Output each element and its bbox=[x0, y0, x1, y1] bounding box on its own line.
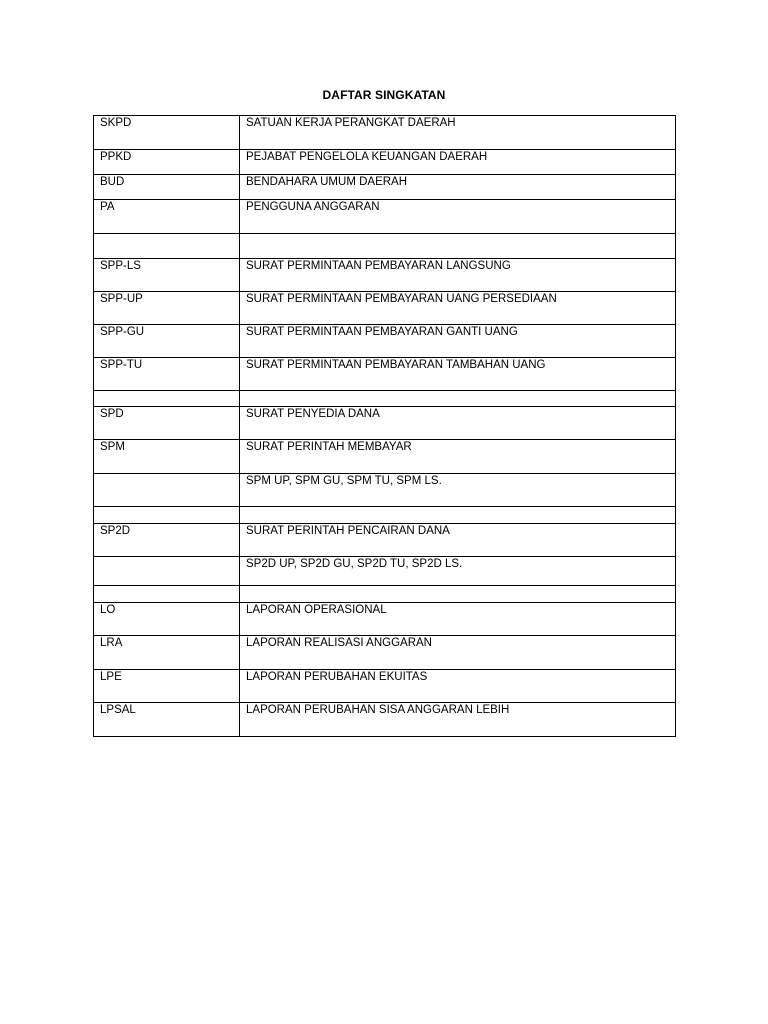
table-row bbox=[94, 325, 676, 358]
table-row bbox=[94, 507, 676, 524]
meaning-cell: LAPORAN PERUBAHAN SISA ANGGARAN LEBIH bbox=[240, 703, 676, 737]
table-row bbox=[94, 440, 676, 474]
table-row bbox=[94, 670, 676, 703]
abbreviation-cell: LPE bbox=[94, 670, 240, 703]
table-row bbox=[94, 259, 676, 292]
table-row bbox=[94, 292, 676, 325]
table-row bbox=[94, 116, 676, 150]
meaning-cell: LAPORAN REALISASI ANGGARAN bbox=[240, 636, 676, 670]
meaning-cell bbox=[240, 391, 676, 407]
abbreviation-cell bbox=[94, 391, 240, 407]
table-row bbox=[94, 358, 676, 391]
abbreviation-cell: SPM bbox=[94, 440, 240, 474]
page-title: DAFTAR SINGKATAN bbox=[322, 88, 446, 102]
meaning-cell: SURAT PERMINTAAN PEMBAYARAN UANG PERSEDIAAN bbox=[240, 292, 676, 325]
abbreviation-cell: PA bbox=[94, 200, 240, 234]
meaning-cell bbox=[240, 507, 676, 524]
meaning-cell: SP2D UP, SP2D GU, SP2D TU, SP2D LS. bbox=[240, 557, 676, 586]
meaning-cell: LAPORAN PERUBAHAN EKUITAS bbox=[240, 670, 676, 703]
table-row bbox=[94, 407, 676, 440]
meaning-cell: SURAT PERMINTAAN PEMBAYARAN GANTI UANG bbox=[240, 325, 676, 358]
abbreviation-cell: LRA bbox=[94, 636, 240, 670]
abbreviation-cell: SPP-TU bbox=[94, 358, 240, 391]
meaning-cell bbox=[240, 234, 676, 259]
abbreviation-cell: LO bbox=[94, 603, 240, 636]
abbreviation-cell bbox=[94, 474, 240, 507]
abbreviation-cell: SPP-LS bbox=[94, 259, 240, 292]
meaning-cell: SPM UP, SPM GU, SPM TU, SPM LS. bbox=[240, 474, 676, 507]
meaning-cell: SURAT PERINTAH MEMBAYAR bbox=[240, 440, 676, 474]
meaning-cell: PEJABAT PENGELOLA KEUANGAN DAERAH bbox=[240, 150, 676, 175]
meaning-cell: SURAT PENYEDIA DANA bbox=[240, 407, 676, 440]
meaning-cell: SATUAN KERJA PERANGKAT DAERAH bbox=[240, 116, 676, 150]
table-row bbox=[94, 474, 676, 507]
abbreviation-table bbox=[93, 115, 676, 737]
abbreviation-cell bbox=[94, 234, 240, 259]
table-row bbox=[94, 175, 676, 200]
table-row bbox=[94, 557, 676, 586]
meaning-cell: BENDAHARA UMUM DAERAH bbox=[240, 175, 676, 200]
table-row bbox=[94, 391, 676, 407]
table-row bbox=[94, 603, 676, 636]
abbreviation-cell bbox=[94, 507, 240, 524]
table-row bbox=[94, 234, 676, 259]
meaning-cell: PENGGUNA ANGGARAN bbox=[240, 200, 676, 234]
table-row bbox=[94, 703, 676, 737]
abbreviation-cell: SPP-UP bbox=[94, 292, 240, 325]
abbreviation-cell: SPP-GU bbox=[94, 325, 240, 358]
meaning-cell: SURAT PERINTAH PENCAIRAN DANA bbox=[240, 524, 676, 557]
abbreviation-cell: SPD bbox=[94, 407, 240, 440]
abbreviation-cell: LPSAL bbox=[94, 703, 240, 737]
table-row bbox=[94, 586, 676, 603]
abbreviation-cell: SP2D bbox=[94, 524, 240, 557]
abbreviation-cell: SKPD bbox=[94, 116, 240, 150]
table-row bbox=[94, 636, 676, 670]
meaning-cell bbox=[240, 586, 676, 603]
abbreviation-cell: BUD bbox=[94, 175, 240, 200]
meaning-cell: LAPORAN OPERASIONAL bbox=[240, 603, 676, 636]
table-row bbox=[94, 150, 676, 175]
table-row bbox=[94, 200, 676, 234]
abbreviation-cell: PPKD bbox=[94, 150, 240, 175]
meaning-cell: SURAT PERMINTAAN PEMBAYARAN TAMBAHAN UANG bbox=[240, 358, 676, 391]
table-row bbox=[94, 524, 676, 557]
meaning-cell: SURAT PERMINTAAN PEMBAYARAN LANGSUNG bbox=[240, 259, 676, 292]
abbreviation-cell bbox=[94, 586, 240, 603]
abbreviation-cell bbox=[94, 557, 240, 586]
